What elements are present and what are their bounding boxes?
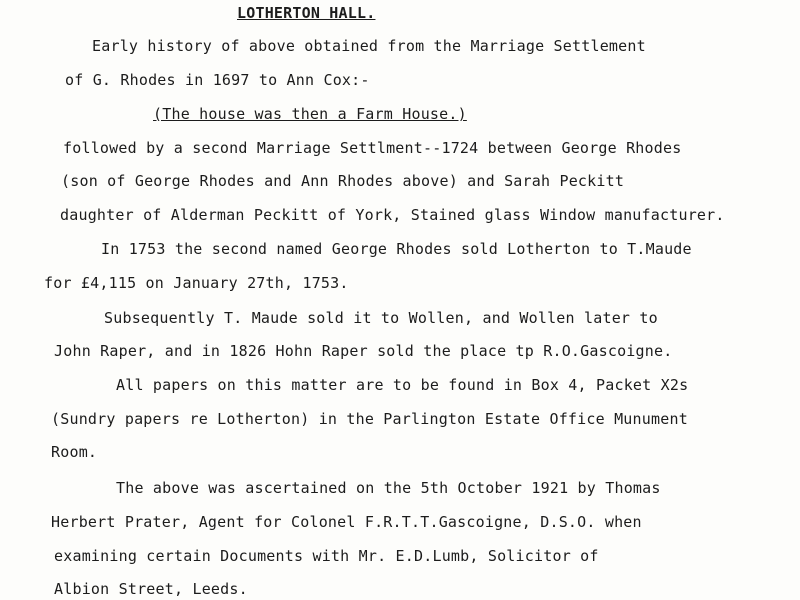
text-line-5: (son of George Rhodes and Ann Rhodes above) and Sarah Peckitt [61, 172, 625, 190]
text-line-17: Albion Street, Leeds. [54, 580, 248, 598]
text-line-4: followed by a second Marriage Settlment--1724 between George Rhodes [63, 139, 682, 157]
document-title: LOTHERTON HALL. [237, 4, 376, 22]
text-line-2: of G. Rhodes in 1697 to Ann Cox:- [65, 71, 370, 89]
text-line-9: Subsequently T. Maude sold it to Wollen, and Wollen later to [104, 309, 658, 327]
text-line-12: (Sundry papers re Lotherton) in the Parlington Estate Office Munument [51, 410, 688, 428]
text-line-1: Early history of above obtained from the Marriage Settlement [92, 37, 646, 55]
text-line-10: John Raper, and in 1826 Hohn Raper sold the place tp R.O.Gascoigne. [54, 342, 673, 360]
text-line-14: The above was ascertained on the 5th October 1921 by Thomas [116, 479, 661, 497]
text-line-3: (The house was then a Farm House.) [153, 105, 467, 123]
text-line-7: In 1753 the second named George Rhodes sold Lotherton to T.Maude [101, 240, 692, 258]
text-line-11: All papers on this matter are to be found in Box 4, Packet X2s [116, 376, 689, 394]
text-line-16: examining certain Documents with Mr. E.D.Lumb, Solicitor of [54, 547, 599, 565]
text-line-8: for £4,115 on January 27th, 1753. [44, 274, 349, 292]
text-line-13: Room. [51, 443, 98, 461]
text-line-15: Herbert Prater, Agent for Colonel F.R.T.T.Gascoigne, D.S.O. when [51, 513, 642, 531]
text-line-6: daughter of Alderman Peckitt of York, Stained glass Window manufacturer. [60, 206, 725, 224]
